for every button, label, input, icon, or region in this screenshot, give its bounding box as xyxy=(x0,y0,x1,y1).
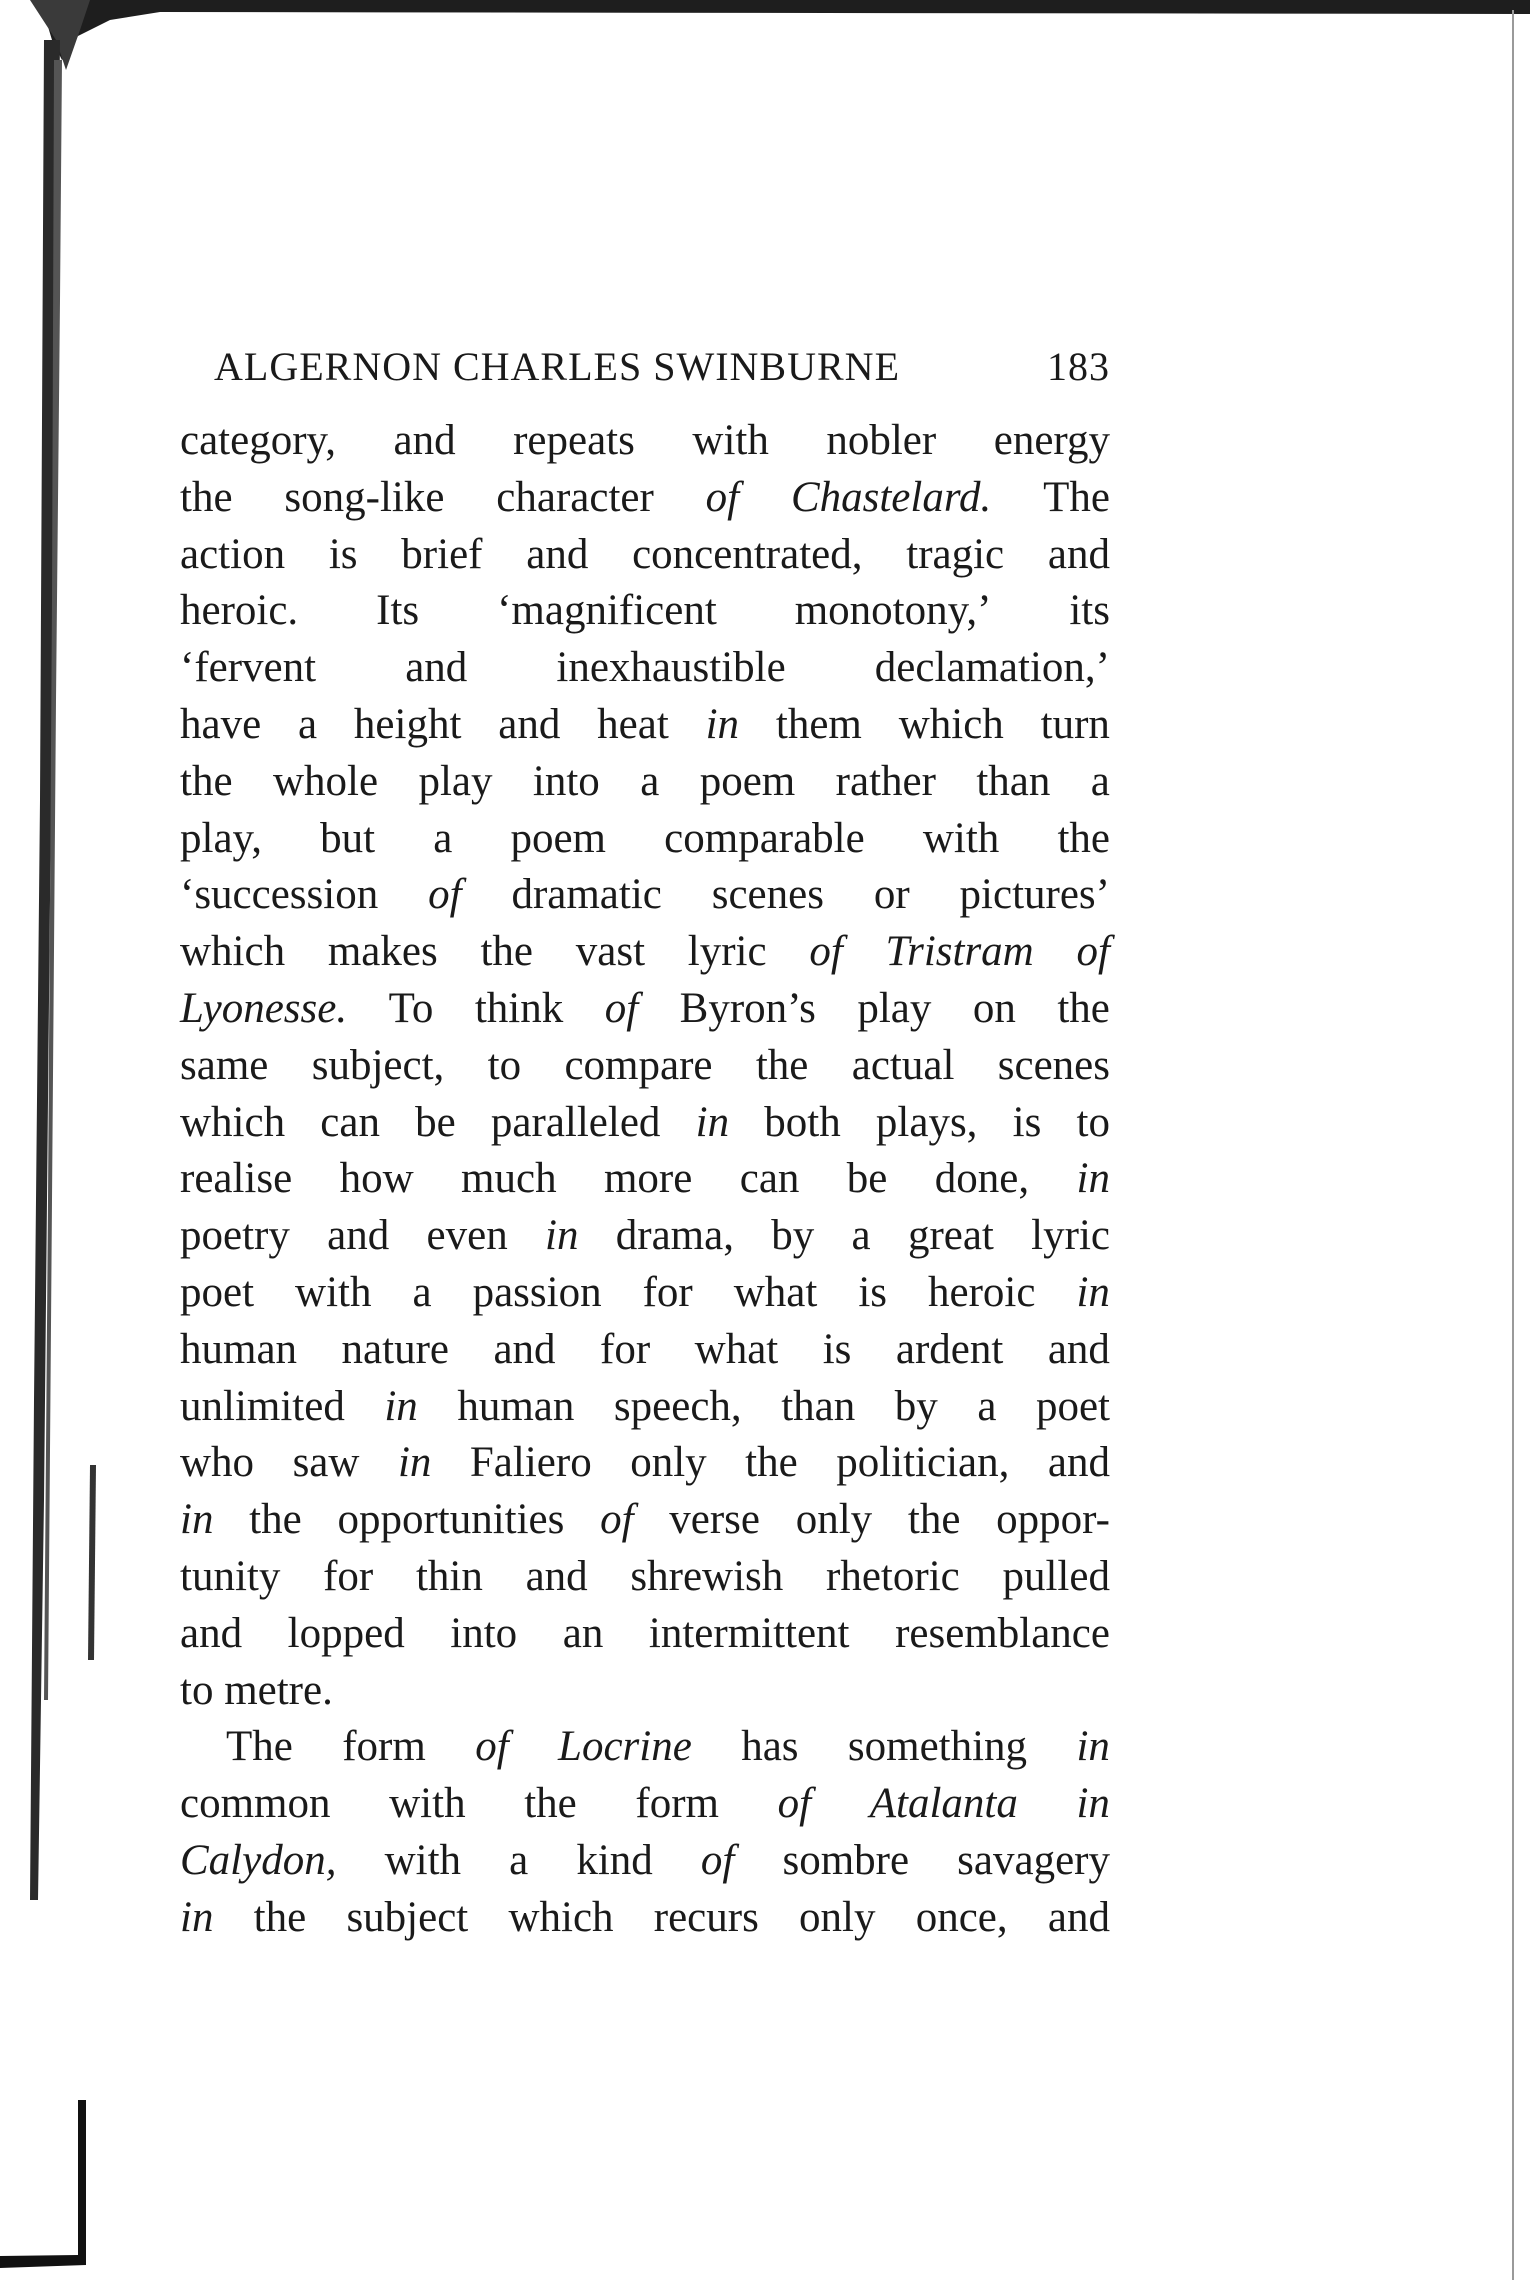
word: into xyxy=(450,1609,518,1657)
word: or xyxy=(873,871,910,919)
word: nobler xyxy=(826,417,937,464)
text-line xyxy=(180,1435,1110,1492)
word: in xyxy=(705,700,740,748)
text-line xyxy=(180,924,1110,981)
word: height xyxy=(353,700,462,748)
word: passion xyxy=(472,1268,602,1316)
word: the xyxy=(1057,984,1110,1032)
word: more xyxy=(603,1155,693,1203)
word: heroic. xyxy=(180,587,299,635)
word: form xyxy=(635,1780,719,1828)
word: of xyxy=(705,473,740,521)
text-line xyxy=(180,1095,1110,1152)
word: ‘fervent xyxy=(180,644,317,692)
word: The xyxy=(226,1723,293,1771)
word: great xyxy=(907,1212,994,1260)
word: Faliero xyxy=(469,1439,592,1487)
word: a xyxy=(851,1212,871,1260)
word: with xyxy=(384,1836,462,1884)
bottom-left-corner xyxy=(0,2100,86,2268)
word: think xyxy=(474,984,564,1032)
word: play xyxy=(857,984,932,1032)
word: makes xyxy=(327,928,438,976)
word: poet xyxy=(180,1268,255,1316)
word: a xyxy=(509,1836,529,1884)
text-line xyxy=(180,1038,1110,1095)
word: how xyxy=(339,1155,414,1203)
word: only xyxy=(630,1439,707,1487)
word: and xyxy=(180,1609,243,1657)
word: intermittent xyxy=(648,1609,850,1657)
word: poetry xyxy=(180,1212,290,1260)
word: and xyxy=(498,700,561,748)
word: vast xyxy=(575,928,646,976)
word: rather xyxy=(835,757,936,805)
word: poet xyxy=(1035,1382,1110,1430)
word: Calydon, xyxy=(180,1836,337,1884)
word: the xyxy=(1057,814,1110,862)
word: and xyxy=(526,530,589,578)
text-line xyxy=(180,867,1110,924)
word: of xyxy=(809,928,843,976)
text-line xyxy=(180,1265,1110,1322)
word: to xyxy=(1076,1098,1110,1146)
word: To xyxy=(388,984,434,1032)
word: action xyxy=(180,530,286,578)
word: is xyxy=(822,1325,852,1373)
text-line xyxy=(180,640,1110,697)
word: subject xyxy=(346,1893,469,1941)
word: monotony,’ xyxy=(794,587,992,635)
text-line xyxy=(180,981,1110,1038)
word: actual xyxy=(851,1041,955,1089)
word: can xyxy=(739,1155,800,1203)
margin-marks xyxy=(88,1465,96,1660)
word: a xyxy=(1090,757,1110,805)
word: and xyxy=(1047,1893,1110,1941)
word: the xyxy=(755,1041,809,1089)
word: to xyxy=(180,1666,214,1714)
word: in xyxy=(695,1098,730,1146)
word: by xyxy=(894,1382,938,1430)
word: in xyxy=(1076,1155,1110,1203)
word: with xyxy=(922,814,1000,862)
text-line xyxy=(180,583,1110,640)
word: of xyxy=(1076,928,1110,976)
word: whole xyxy=(272,757,379,805)
word: Chastelard. xyxy=(790,473,992,521)
word: the xyxy=(180,473,233,521)
word: something xyxy=(847,1723,1028,1771)
word: of xyxy=(428,871,462,919)
word: character xyxy=(496,473,654,521)
word: scenes xyxy=(997,1041,1110,1089)
word: the xyxy=(180,757,233,805)
word: the xyxy=(524,1780,577,1828)
word: tunity xyxy=(180,1552,281,1600)
word: pulled xyxy=(1002,1552,1110,1600)
word: Its xyxy=(376,587,420,635)
page-number: 183 xyxy=(1047,344,1110,389)
word: a xyxy=(298,700,318,748)
word: of xyxy=(475,1723,509,1771)
text-line xyxy=(180,470,1110,527)
word: who xyxy=(180,1439,255,1487)
word: saw xyxy=(292,1439,360,1487)
word: into xyxy=(532,757,600,805)
word: oppor- xyxy=(996,1496,1110,1544)
word: human xyxy=(180,1325,298,1373)
running-head xyxy=(180,325,1110,405)
word: much xyxy=(461,1155,557,1203)
word: and xyxy=(525,1552,588,1600)
word: and xyxy=(405,644,468,692)
word: with xyxy=(389,1780,466,1828)
word: once, xyxy=(915,1893,1008,1941)
word: tragic xyxy=(906,530,1005,578)
word: heat xyxy=(597,700,669,748)
word: is xyxy=(328,530,358,578)
word: concentrated, xyxy=(632,530,863,578)
word: drama, xyxy=(615,1212,734,1260)
word: in xyxy=(180,1496,214,1544)
word: of xyxy=(600,1496,634,1544)
word: only xyxy=(795,1496,873,1544)
word: for xyxy=(600,1325,651,1373)
word: repeats xyxy=(513,417,635,464)
word: The xyxy=(1043,473,1110,521)
word: unlimited xyxy=(180,1382,345,1430)
text-line xyxy=(180,413,1110,470)
word: has xyxy=(741,1723,799,1771)
word: have xyxy=(180,700,262,748)
word: speech, xyxy=(613,1382,742,1430)
word: than xyxy=(781,1382,856,1430)
word: heroic xyxy=(928,1268,1036,1316)
word: and xyxy=(393,417,456,464)
word: verse xyxy=(669,1496,760,1544)
word: brief xyxy=(401,530,483,578)
word: play xyxy=(418,757,493,805)
word: in xyxy=(1076,1723,1110,1771)
running-title: ALGERNON CHARLES SWINBURNE xyxy=(214,344,900,389)
word: shrewish xyxy=(630,1552,784,1600)
word: and xyxy=(1047,1439,1110,1487)
word: metre. xyxy=(224,1666,333,1714)
word: both xyxy=(764,1098,841,1146)
word: and xyxy=(1047,1325,1110,1373)
text-line xyxy=(180,811,1110,868)
word: same xyxy=(180,1041,269,1089)
word: kind xyxy=(576,1836,653,1884)
text-line xyxy=(180,1833,1110,1890)
word: nature xyxy=(341,1325,449,1373)
word: common xyxy=(180,1780,331,1828)
word: is xyxy=(858,1268,888,1316)
word: of xyxy=(604,984,639,1032)
text-line xyxy=(180,527,1110,584)
text-line xyxy=(180,1549,1110,1606)
word: which xyxy=(180,1098,286,1146)
text-line xyxy=(180,1322,1110,1379)
word: the xyxy=(480,928,533,976)
book-page xyxy=(180,325,1110,1947)
word: in xyxy=(545,1212,579,1260)
word: of xyxy=(700,1836,735,1884)
word: done, xyxy=(934,1155,1030,1203)
text-line xyxy=(180,1776,1110,1833)
text-line xyxy=(180,754,1110,811)
word: in xyxy=(384,1382,418,1430)
word: dramatic xyxy=(511,871,662,919)
word: energy xyxy=(993,417,1110,464)
text-line xyxy=(180,1151,1110,1208)
word: Atalanta xyxy=(869,1780,1018,1828)
word: Locrine xyxy=(558,1723,692,1771)
word: ardent xyxy=(895,1325,1004,1373)
word: of xyxy=(777,1780,812,1828)
word: poem xyxy=(699,757,796,805)
word: but xyxy=(320,814,376,862)
word: be xyxy=(846,1155,888,1203)
word: to xyxy=(487,1041,522,1089)
word: and xyxy=(1047,530,1110,578)
word: can xyxy=(320,1098,380,1146)
word: the xyxy=(253,1893,307,1941)
word: scenes xyxy=(711,871,824,919)
word: turn xyxy=(1040,700,1110,748)
word: than xyxy=(976,757,1051,805)
word: a xyxy=(433,814,453,862)
word: realise xyxy=(180,1155,293,1203)
word: play, xyxy=(180,814,262,862)
word: an xyxy=(562,1609,604,1657)
word: ‘succession xyxy=(180,871,379,919)
text-line-paragraph-end xyxy=(180,1663,1110,1720)
word: in xyxy=(397,1439,432,1487)
word: lopped xyxy=(287,1609,405,1657)
body-text xyxy=(180,413,1110,1947)
word: with xyxy=(692,417,769,464)
word: declamation,’ xyxy=(874,644,1110,692)
word: and xyxy=(327,1212,390,1260)
word: in xyxy=(180,1893,214,1941)
word: for xyxy=(323,1552,374,1600)
word: recurs xyxy=(653,1893,759,1941)
word: which xyxy=(180,928,286,976)
word: and xyxy=(493,1325,556,1373)
word: pictures’ xyxy=(959,871,1110,919)
word: be xyxy=(415,1098,456,1146)
word: paralleled xyxy=(490,1098,661,1146)
text-line xyxy=(180,1379,1110,1436)
text-line xyxy=(180,1606,1110,1663)
word: human xyxy=(457,1382,575,1430)
word: is xyxy=(1012,1098,1042,1146)
word: lyric xyxy=(687,928,767,976)
word: with xyxy=(295,1268,372,1316)
word: a xyxy=(977,1382,997,1430)
text-line xyxy=(180,1208,1110,1265)
word: song-like xyxy=(284,473,445,521)
word: what xyxy=(694,1325,779,1373)
word: its xyxy=(1069,587,1110,635)
word: which xyxy=(508,1893,614,1941)
word: only xyxy=(799,1893,876,1941)
left-binding-edge xyxy=(30,40,62,1900)
word: in xyxy=(1076,1268,1110,1316)
text-line xyxy=(180,1890,1110,1947)
word: resemblance xyxy=(895,1609,1110,1657)
word: plays, xyxy=(875,1098,978,1146)
word: for xyxy=(642,1268,693,1316)
word: thin xyxy=(415,1552,483,1600)
word: form xyxy=(342,1723,426,1771)
word: compare xyxy=(564,1041,713,1089)
word: Lyonesse. xyxy=(180,984,348,1032)
text-line-paragraph-start xyxy=(180,1719,1110,1776)
word: on xyxy=(972,984,1016,1032)
word: a xyxy=(640,757,660,805)
word: comparable xyxy=(664,814,865,862)
word: Tristram xyxy=(885,928,1034,976)
word: savagery xyxy=(957,1836,1110,1884)
word: poem xyxy=(510,814,607,862)
word: the xyxy=(249,1496,302,1544)
top-edge-shadow xyxy=(30,0,1530,70)
word: inexhaustible xyxy=(556,644,786,692)
word: Byron’s xyxy=(679,984,816,1032)
text-line xyxy=(180,1492,1110,1549)
right-page-edge xyxy=(1512,10,1514,2280)
word: the xyxy=(907,1496,961,1544)
word: which xyxy=(898,700,1004,748)
word: sombre xyxy=(782,1836,910,1884)
word: opportunities xyxy=(337,1496,565,1544)
word: category, xyxy=(180,417,336,464)
word: lyric xyxy=(1031,1212,1110,1260)
word: politician, xyxy=(836,1439,1010,1487)
word: ‘magnificent xyxy=(497,587,717,635)
word: the xyxy=(745,1439,798,1487)
word: rhetoric xyxy=(826,1552,960,1600)
text-line xyxy=(180,697,1110,754)
word: what xyxy=(733,1268,818,1316)
word: in xyxy=(1076,1780,1110,1828)
word: by xyxy=(771,1212,815,1260)
word: even xyxy=(426,1212,508,1260)
word: them xyxy=(775,700,862,748)
word: a xyxy=(412,1268,432,1316)
word: subject, xyxy=(311,1041,445,1089)
